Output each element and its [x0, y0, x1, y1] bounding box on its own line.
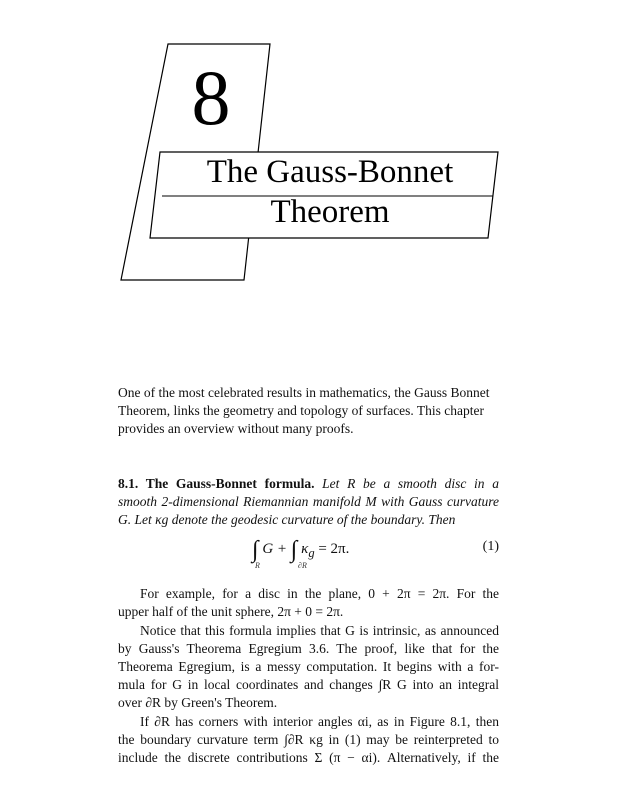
equation-number: (1) — [482, 539, 499, 554]
abstract-line: provides an overview without many proofs. — [118, 421, 354, 436]
integral-sign: ∫ — [290, 537, 298, 563]
kappa-subscript: g — [308, 546, 315, 560]
paragraph-line: the boundary curvature term ∫∂R κg in (1) may be reinterpreted to — [118, 732, 499, 747]
equation-rhs: = 2π. — [318, 541, 350, 557]
integrand-gauss: G + — [262, 541, 288, 557]
integrand-kappa: κ — [301, 541, 309, 557]
paragraph-line: Theorema Egregium, is a messy computation. It begins with a for- — [118, 659, 499, 674]
chapter-number: 8 — [191, 54, 231, 141]
theorem-text: smooth 2-dimensional Riemannian manifold M with Gauss curvature — [118, 494, 499, 509]
abstract-line: One of the most celebrated results in mathematics, the Gauss Bonnet — [118, 385, 490, 400]
section-8-1 — [118, 475, 499, 529]
paragraph-corners — [118, 713, 499, 767]
chapter-title — [160, 152, 500, 232]
theorem-text: Let R be a smooth disc in a — [322, 476, 499, 491]
chapter-title-line-2: Theorem — [270, 194, 390, 230]
chapter-abstract — [118, 384, 499, 438]
theorem-text: G. Let κg denote the geodesic curvature of the boundary. Then — [118, 512, 456, 527]
integral-limit-region: R — [255, 561, 260, 570]
paragraph-example — [118, 585, 499, 621]
paragraph-line: For example, for a disc in the plane, 0 + 2π = 2π. For the — [140, 586, 499, 601]
paragraph-line: by Gauss's Theorema Egregium 3.6. The proof, like that for the — [118, 641, 499, 656]
chapter-title-line-1: The Gauss-Bonnet — [206, 154, 454, 190]
abstract-line: Theorem, links the geometry and topology of surfaces. This chapter — [118, 403, 485, 418]
equation-1 — [118, 530, 499, 582]
paragraph-line: If ∂R has corners with interior angles αi, as in Figure 8.1, then — [140, 714, 499, 729]
paragraph-line: over ∂R by Green's Theorem. — [118, 695, 278, 710]
integral-limit-boundary: ∂R — [298, 561, 307, 570]
paragraph-intrinsic — [118, 622, 499, 712]
paragraph-line: include the discrete contributions Σ (π − αi). Alternatively, if the — [118, 750, 499, 765]
paragraph-line: upper half of the unit sphere, 2π + 0 = 2π. — [118, 604, 344, 619]
section-line-1 — [118, 475, 499, 493]
paragraph-line: mula for G in local coordinates and changes ∫R G into an integral — [118, 677, 499, 692]
paragraph-line: Notice that this formula implies that G is intrinsic, as announced — [140, 623, 499, 638]
section-heading: 8.1. The Gauss-Bonnet formula. — [118, 476, 315, 491]
integral-sign: ∫ — [252, 537, 259, 563]
